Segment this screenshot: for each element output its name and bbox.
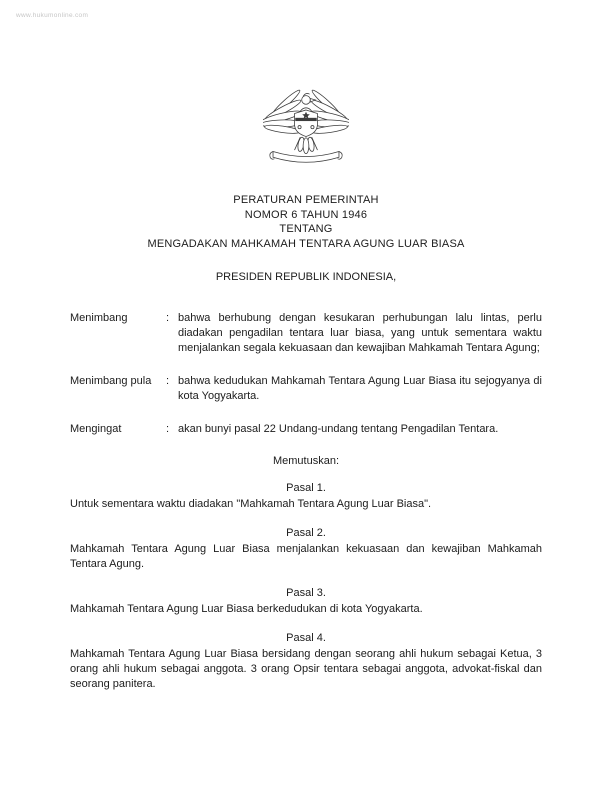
pancasila-shield bbox=[295, 110, 318, 137]
article-text: Untuk sementara waktu diadakan "Mahkamah Tentara Agung Luar Biasa". bbox=[70, 498, 432, 510]
consideration-text: akan bunyi pasal 22 Undang-undang tentang Pengadilan Tentara. bbox=[178, 423, 499, 435]
article-pasal-4 bbox=[70, 631, 542, 692]
article-heading: Pasal 2. bbox=[286, 527, 326, 539]
garuda-pancasila-icon bbox=[263, 78, 349, 172]
article-heading: Pasal 3. bbox=[286, 587, 326, 599]
article-text: Mahkamah Tentara Agung Luar Biasa berkedudukan di kota Yogyakarta. bbox=[70, 603, 423, 615]
doc-tentang: TENTANG bbox=[279, 223, 333, 235]
consideration-row bbox=[70, 422, 542, 437]
article-text: Mahkamah Tentara Agung Luar Biasa menjalankan kekuasaan dan kewajiban Mahkamah Tentara Agung. bbox=[70, 543, 542, 570]
considerations bbox=[70, 311, 542, 437]
doc-number: NOMOR 6 TAHUN 1946 bbox=[244, 208, 368, 221]
consideration-row bbox=[70, 311, 542, 356]
salutation: PRESIDEN REPUBLIK INDONESIA, bbox=[215, 271, 397, 283]
consideration-colon: : bbox=[166, 375, 170, 387]
consideration-label: Menimbang pula bbox=[70, 375, 152, 387]
doc-type: PERATURAN PEMERINTAH bbox=[233, 194, 379, 206]
article-heading: Pasal 1. bbox=[286, 482, 326, 494]
consideration-row bbox=[70, 374, 542, 404]
article-text: Mahkamah Tentara Agung Luar Biasa bersidang dengan seorang ahli hukum sebagai Ketua, 3 orang ahli hukum sebagai anggota. 3 orang Opsir tentara sebagai anggota, advokat-fiskal dan seorang panitera. bbox=[70, 648, 542, 690]
watermark: www.hukumonline.com bbox=[16, 12, 89, 19]
consideration-label: Menimbang bbox=[70, 312, 128, 324]
article-pasal-1 bbox=[70, 481, 542, 512]
doc-subject: MENGADAKAN MAHKAMAH TENTARA AGUNG LUAR BIASA bbox=[147, 237, 465, 250]
title-block bbox=[70, 193, 542, 251]
consideration-colon: : bbox=[166, 423, 170, 435]
article-heading: Pasal 4. bbox=[286, 632, 326, 644]
article-pasal-3 bbox=[70, 586, 542, 617]
consideration-colon: : bbox=[166, 312, 170, 324]
consideration-text: bahwa berhubung dengan kesukaran perhubungan lalu lintas, perlu diadakan pengadilan tentara luar biasa, yang untuk sementara waktu menjalankan segala kekuasaan dan kewajiban Mahkamah Tentara Agung; bbox=[178, 312, 542, 354]
consideration-label: Mengingat bbox=[70, 423, 122, 435]
consideration-text: bahwa kedudukan Mahkamah Tentara Agung Luar Biasa itu sejogyanya di kota Yogyakarta. bbox=[178, 375, 542, 402]
garuda-pancasila-emblem bbox=[263, 78, 349, 177]
decision-heading: Memutuskan: bbox=[272, 455, 340, 467]
article-pasal-2 bbox=[70, 526, 542, 572]
